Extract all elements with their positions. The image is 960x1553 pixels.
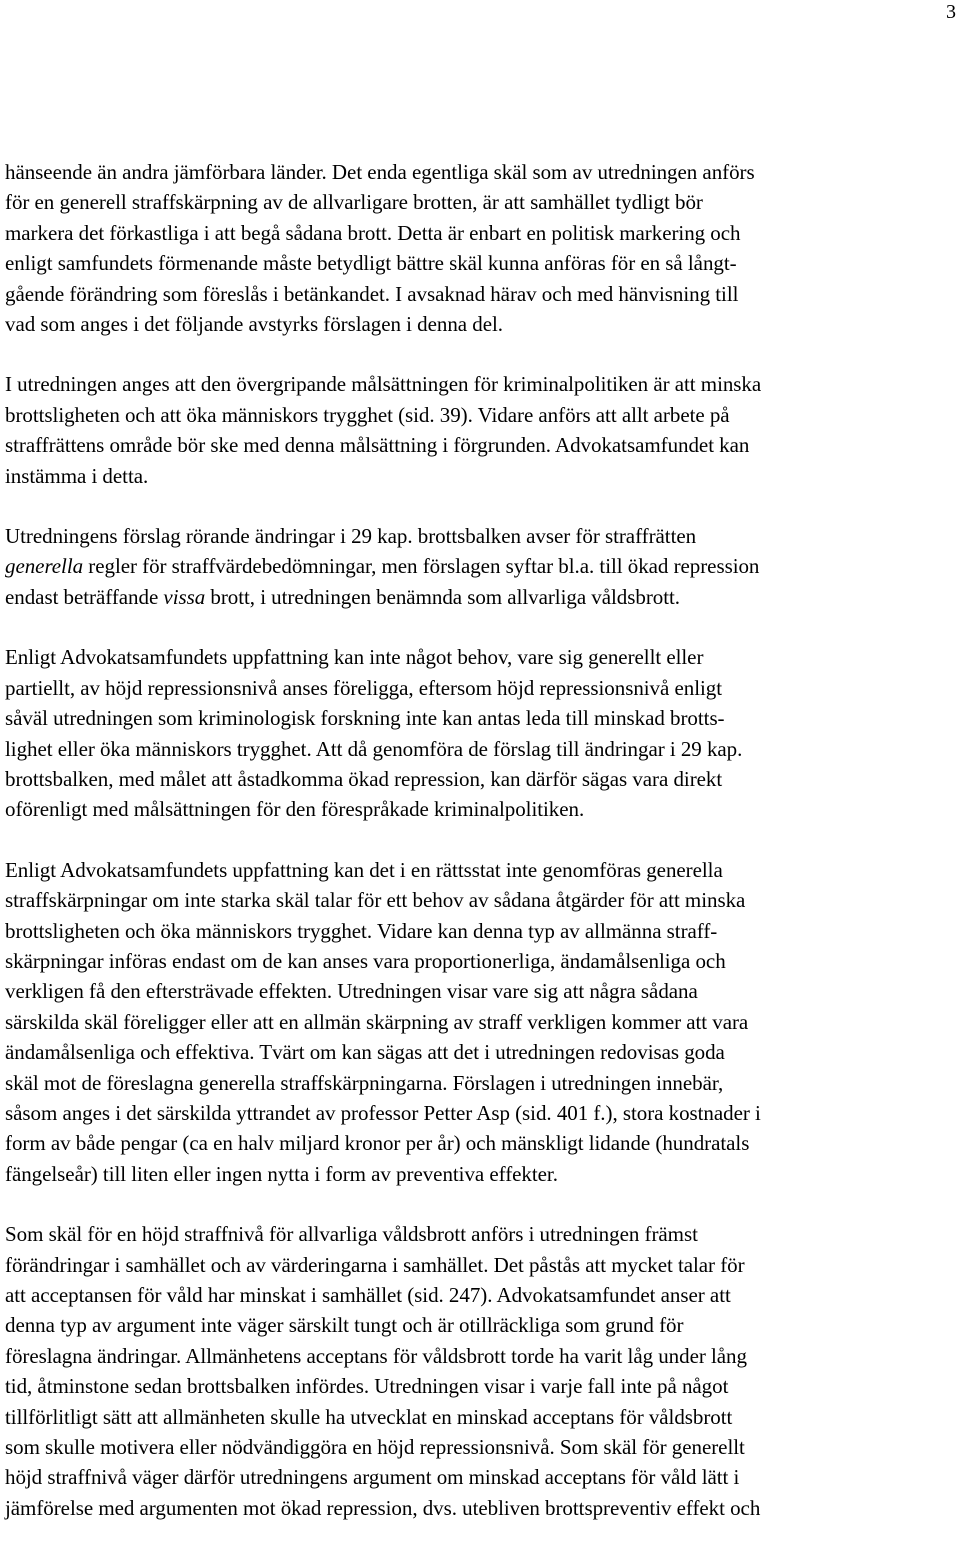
- text-line: skärpningar införas endast om de kan anses vara proportionerliga, ändamålsenliga och: [5, 948, 726, 973]
- text-line: ändamålsenliga och effektiva. Tvärt om kan sägas att det i utredningen redovisas goda: [5, 1040, 725, 1065]
- paragraph: [5, 157, 960, 339]
- emphasis-vissa: vissa: [163, 584, 206, 609]
- text-line: verkligen få den eftersträvade effekten. Utredningen visar vare sig att några sådana: [5, 979, 698, 1004]
- text-line: [5, 582, 960, 612]
- text-line: instämma i detta.: [5, 463, 149, 488]
- text-line: form av både pengar (ca en halv miljard kronor per år) och mänskligt lidande (hundratals: [5, 1131, 750, 1156]
- text-line: straffrättens område bör ske med denna målsättning i förgrunden. Advokatsamfundet kan: [5, 433, 750, 458]
- text-line: tid, åtminstone sedan brottsbalken infördes. Utredningen visar i varje fall inte på något: [5, 1374, 729, 1399]
- text-line: förändringar i samhället och av värderingarna i samhället. Det påstås att mycket talar för: [5, 1252, 745, 1277]
- text-run: brott, i utredningen benämnda som allvarliga våldsbrott.: [205, 584, 680, 609]
- text-line: fängelseår) till liten eller ingen nytta i form av preventiva effekter.: [5, 1161, 558, 1186]
- text-line: för en generell straffskärpning av de allvarligare brotten, är att samhället tydligt bör: [5, 190, 703, 215]
- text-line: Som skäl för en höjd straffnivå för allvarliga våldsbrott anförs i utredningen främst: [5, 1222, 698, 1247]
- text-run: regler för straffvärdebedömningar, men förslagen syftar bl.a. till ökad repression: [83, 554, 760, 579]
- text-line: oförenligt med målsättningen för den förespråkade kriminalpolitiken.: [5, 797, 585, 822]
- text-line: brottsbalken, med målet att åstadkomma ökad repression, kan därför sägas vara direkt: [5, 766, 723, 791]
- document-body: [5, 157, 960, 1553]
- text-line: föreslagna ändringar. Allmänhetens acceptans för våldsbrott torde ha varit låg under lång: [5, 1343, 747, 1368]
- text-line: vad som anges i det följande avstyrks förslagen i denna del.: [5, 312, 503, 337]
- text-line: såsom anges i det särskilda yttrandet av professor Petter Asp (sid. 401 f.), stora kostnader i: [5, 1100, 761, 1125]
- text-line: höjd straffnivå väger därför utredningens argument om minskad acceptans för våld lätt i: [5, 1465, 740, 1490]
- page-number: 3: [946, 1, 956, 23]
- paragraph: [5, 855, 960, 1189]
- text-run: endast beträffande: [5, 584, 164, 609]
- paragraph: [5, 521, 960, 612]
- text-line: jämförelse med argumenten mot ökad repression, dvs. utebliven brottspreventiv effekt och: [5, 1495, 761, 1520]
- text-line: lighet eller öka människors trygghet. Att då genomföra de förslag till ändringar i 29 kap.: [5, 736, 743, 761]
- text-line: I utredningen anges att den övergripande målsättningen för kriminalpolitiken är att minska: [5, 372, 762, 397]
- text-line: skäl mot de föreslagna generella straffskärpningarna. Förslagen i utredningen innebär,: [5, 1070, 724, 1095]
- text-line: Enligt Advokatsamfundets uppfattning kan det i en rättsstat inte genomföras generella: [5, 857, 723, 882]
- text-line: som skulle motivera eller nödvändiggöra en höjd repressionsnivå. Som skäl för generellt: [5, 1435, 745, 1460]
- text-line: partiellt, av höjd repressionsnivå anses föreligga, eftersom höjd repressionsnivå enligt: [5, 675, 722, 700]
- text-line: tillförlitligt sätt att allmänheten skulle ha utvecklat en minskad acceptans för våldsbrott: [5, 1404, 733, 1429]
- text-line: hänseende än andra jämförbara länder. Det enda egentliga skäl som av utredningen anförs: [5, 160, 755, 184]
- text-line: markera det förkastliga i att begå sådana brott. Detta är enbart en politisk markering och: [5, 220, 741, 245]
- text-line: straffskärpningar om inte starka skäl talar för ett behov av sådana åtgärder för att minska: [5, 888, 746, 913]
- text-line: såväl utredningen som kriminologisk forskning inte kan antas leda till minskad brotts-: [5, 706, 725, 731]
- text-line: gående förändring som föreslås i betänkandet. I avsaknad härav och med hänvisning till: [5, 281, 739, 306]
- paragraph: [5, 1219, 960, 1523]
- text-line: brottsligheten och att öka människors trygghet (sid. 39). Vidare anförs att allt arbete på: [5, 402, 730, 427]
- text-line: denna typ av argument inte väger särskilt tungt och är otillräckliga som grund för: [5, 1313, 684, 1338]
- text-line: brottsligheten och öka människors trygghet. Vidare kan denna typ av allmänna straff-: [5, 918, 718, 943]
- text-line: att acceptansen för våld har minskat i samhället (sid. 247). Advokatsamfundet anser att: [5, 1283, 731, 1307]
- text-line: enligt samfundets förmenande måste betydligt bättre skäl kunna anföras för en så långt-: [5, 251, 737, 276]
- text-line: [5, 551, 960, 581]
- text-line: särskilda skäl föreligger eller att en allmän skärpning av straff verkligen kommer att vara: [5, 1009, 749, 1034]
- paragraph: [5, 369, 960, 491]
- text-line: Enligt Advokatsamfundets uppfattning kan inte något behov, vare sig generellt eller: [5, 645, 704, 670]
- text-line: Utredningens förslag rörande ändringar i 29 kap. brottsbalken avser för straffrätten: [5, 524, 697, 549]
- emphasis-generella: generella: [5, 554, 84, 579]
- paragraph: [5, 642, 960, 824]
